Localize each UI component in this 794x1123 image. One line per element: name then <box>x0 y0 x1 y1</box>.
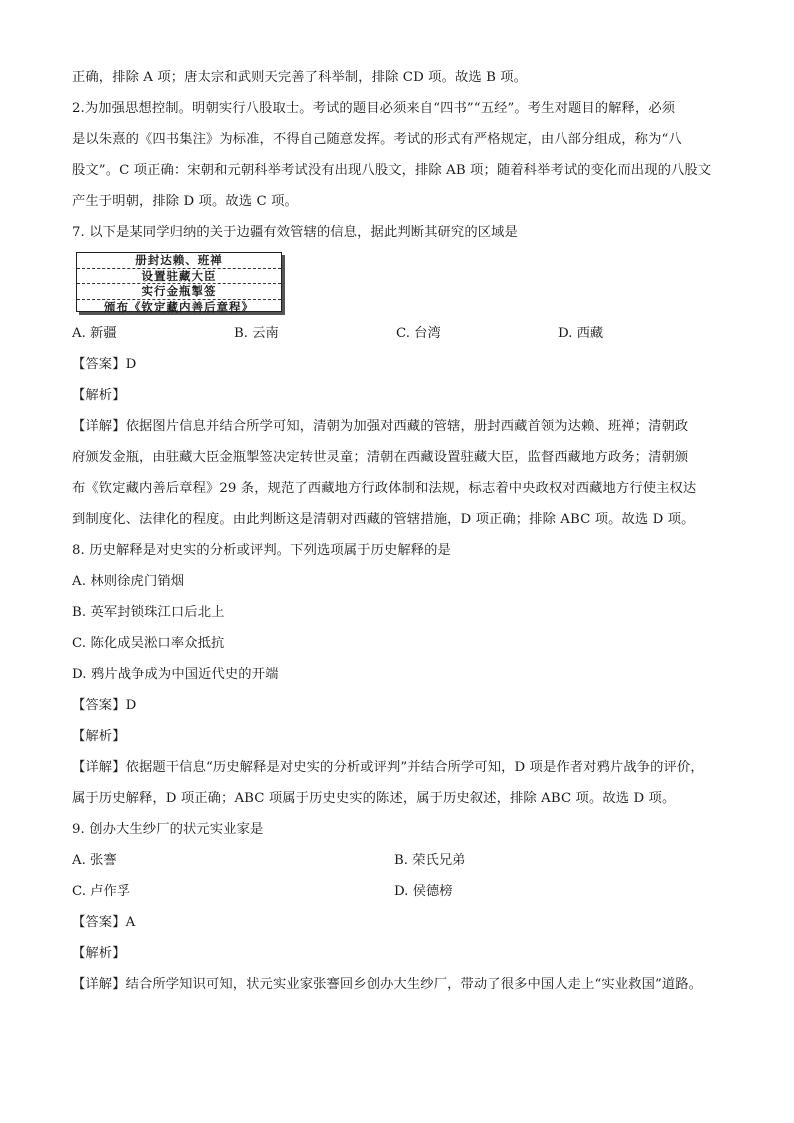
option-c: C. 台湾 <box>396 326 441 341</box>
question-9-options-row1 <box>72 845 732 876</box>
option-d: D. 西藏 <box>558 326 604 341</box>
detail-line: 【详解】结合所学知识可知，状元实业家张謇回乡创办大生纱厂，带动了很多中国人走上“实业救国”道路。 <box>72 977 703 992</box>
option-c: C. 陈化成吴淞口率众抵抗 <box>72 636 225 651</box>
text-line: 正确，排除 A 项；唐太宗和武则天完善了科举制，排除 CD 项。故选 B 项。 <box>72 70 528 85</box>
detail-line: 属于历史解释，D 项正确；ABC 项属于历史史实的陈述，属于历史叙述，排除 ABC 项。故选 D 项。 <box>72 791 676 806</box>
option-d: D. 侯德榜 <box>394 884 453 899</box>
option-a: A. 张謇 <box>72 853 117 868</box>
detail-line: 府颁发金瓶，由驻藏大臣金瓶掣签决定转世灵童；清朝在西藏设置驻藏大臣，监督西藏地方政务；清朝颁 <box>72 450 689 465</box>
text-line: 股文”。C 项正确：宋朝和元朝科举考试没有出现八股文，排除 AB 项；随着科举考试的变化而出现的八股文 <box>72 163 712 178</box>
question-7-options <box>72 318 732 349</box>
option-a: A. 新疆 <box>72 326 117 341</box>
answer-label: 【答案】A <box>72 915 136 930</box>
option-b: B. 英军封锁珠江口后北上 <box>72 605 225 620</box>
detail-line: 到制度化、法律化的程度。由此判断这是清朝对西藏的管辖措施，D 项正确；排除 ABC 项。故选 D 项。 <box>72 512 695 527</box>
question-8-stem: 8. 历史解释是对史实的分析或评判。下列选项属于历史解释的是 <box>72 543 451 558</box>
option-c: C. 卢作孚 <box>72 884 131 899</box>
answer-label: 【答案】D <box>72 698 137 713</box>
detail-line: 布《钦定藏内善后章程》29 条，规范了西藏地方行政体制和法规，标志着中央政权对西藏地方行使主权达 <box>72 481 697 496</box>
question-7-stem: 7. 以下是某同学归纳的关于边疆有效管辖的信息，据此判断其研究的区域是 <box>72 225 518 240</box>
option-a: A. 林则徐虎门销烟 <box>72 574 185 589</box>
analysis-label: 【解析】 <box>72 729 126 744</box>
question-9-stem: 9. 创办大生纱厂的状元实业家是 <box>72 822 264 837</box>
text-line: 2.为加强思想控制。明朝实行八股取士。考试的题目必须来自“四书”“五经”。考生对题目的解释，必须 <box>72 101 676 116</box>
analysis-label: 【解析】 <box>72 388 126 403</box>
question-7-figure <box>76 252 282 312</box>
figure-row: 设置驻藏大臣 <box>77 269 281 285</box>
option-d: D. 鸦片战争成为中国近代史的开端 <box>72 667 279 682</box>
answer-label: 【答案】D <box>72 357 137 372</box>
text-line: 产生于明朝，排除 D 项。故选 C 项。 <box>72 194 298 209</box>
option-b: B. 荣氏兄弟 <box>394 853 466 868</box>
question-9-options-row2 <box>72 876 732 907</box>
figure-row: 实行金瓶掣签 <box>77 284 281 300</box>
detail-line: 【详解】依据图片信息并结合所学可知，清朝为加强对西藏的管辖，册封西藏首领为达赖、班禅；清朝政 <box>72 419 689 434</box>
figure-row: 颁布《钦定藏内善后章程》 <box>104 299 254 314</box>
option-b: B. 云南 <box>234 326 279 341</box>
text-line: 是以朱熹的《四书集注》为标准，不得自己随意发挥。考试的形式有严格规定，由八部分组成，称为“八 <box>72 132 682 147</box>
analysis-label: 【解析】 <box>72 946 126 961</box>
figure-row: 册封达赖、班禅 <box>77 253 281 269</box>
detail-line: 【详解】依据题干信息“历史解释是对史实的分析或评判”并结合所学可知，D 项是作者对鸦片战争的评价， <box>72 760 704 775</box>
document-page <box>72 62 732 1000</box>
